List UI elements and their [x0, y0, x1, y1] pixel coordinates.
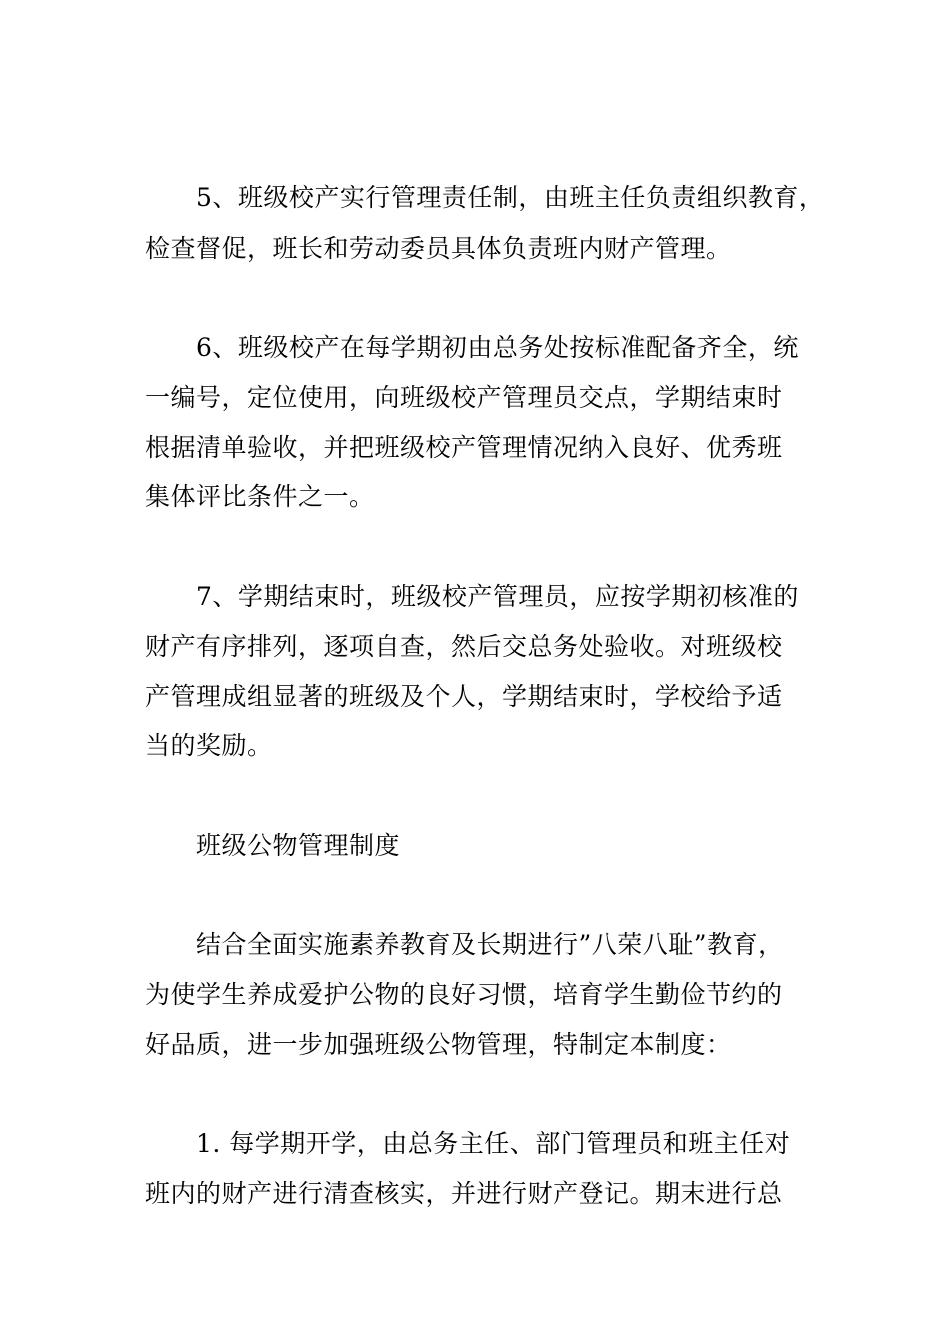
- section-heading: 班级公物管理制度: [196, 831, 401, 860]
- paragraph-5-line-1: 5、班级校产实行管理责任制，由班主任负责组织教育，: [196, 183, 825, 212]
- paragraph-7-line-3: 产管理成组显著的班级及个人，学期结束时，学校给予适: [145, 682, 783, 711]
- paragraph-6-line-2: 一编号，定位使用，向班级校产管理员交点，学期结束时: [145, 383, 783, 412]
- intro-paragraph-line-1: 结合全面实施素养教育及长期进行”八荣八耻”教育，: [196, 930, 784, 959]
- item-1-line-2: 班内的财产进行清查核实，并进行财产登记。期末进行总: [145, 1179, 783, 1208]
- intro-paragraph-line-2: 为使学生养成爱护公物的良好习惯，培育学生勤俭节约的: [145, 980, 783, 1009]
- item-1-line-1: 1. 每学期开学，由总务主任、部门管理员和班主任对: [196, 1129, 791, 1158]
- paragraph-6-line-4: 集体评比条件之一。: [145, 482, 375, 511]
- intro-paragraph-line-3: 好品质，进一步加强班级公物管理，特制定本制度：: [145, 1030, 732, 1059]
- paragraph-7-line-4: 当的奖励。: [145, 731, 273, 760]
- paragraph-7-line-2: 财产有序排列，逐项自查，然后交总务处验收。对班级校: [145, 632, 783, 661]
- paragraph-6-line-3: 根据清单验收，并把班级校产管理情况纳入良好、优秀班: [145, 433, 783, 462]
- paragraph-6-line-1: 6、班级校产在每学期初由总务处按标准配备齐全，统: [196, 333, 799, 362]
- paragraph-5-line-2: 检查督促，班长和劳动委员具体负责班内财产管理。: [145, 234, 732, 263]
- paragraph-7-line-1: 7、学期结束时，班级校产管理员，应按学期初核准的: [196, 582, 799, 611]
